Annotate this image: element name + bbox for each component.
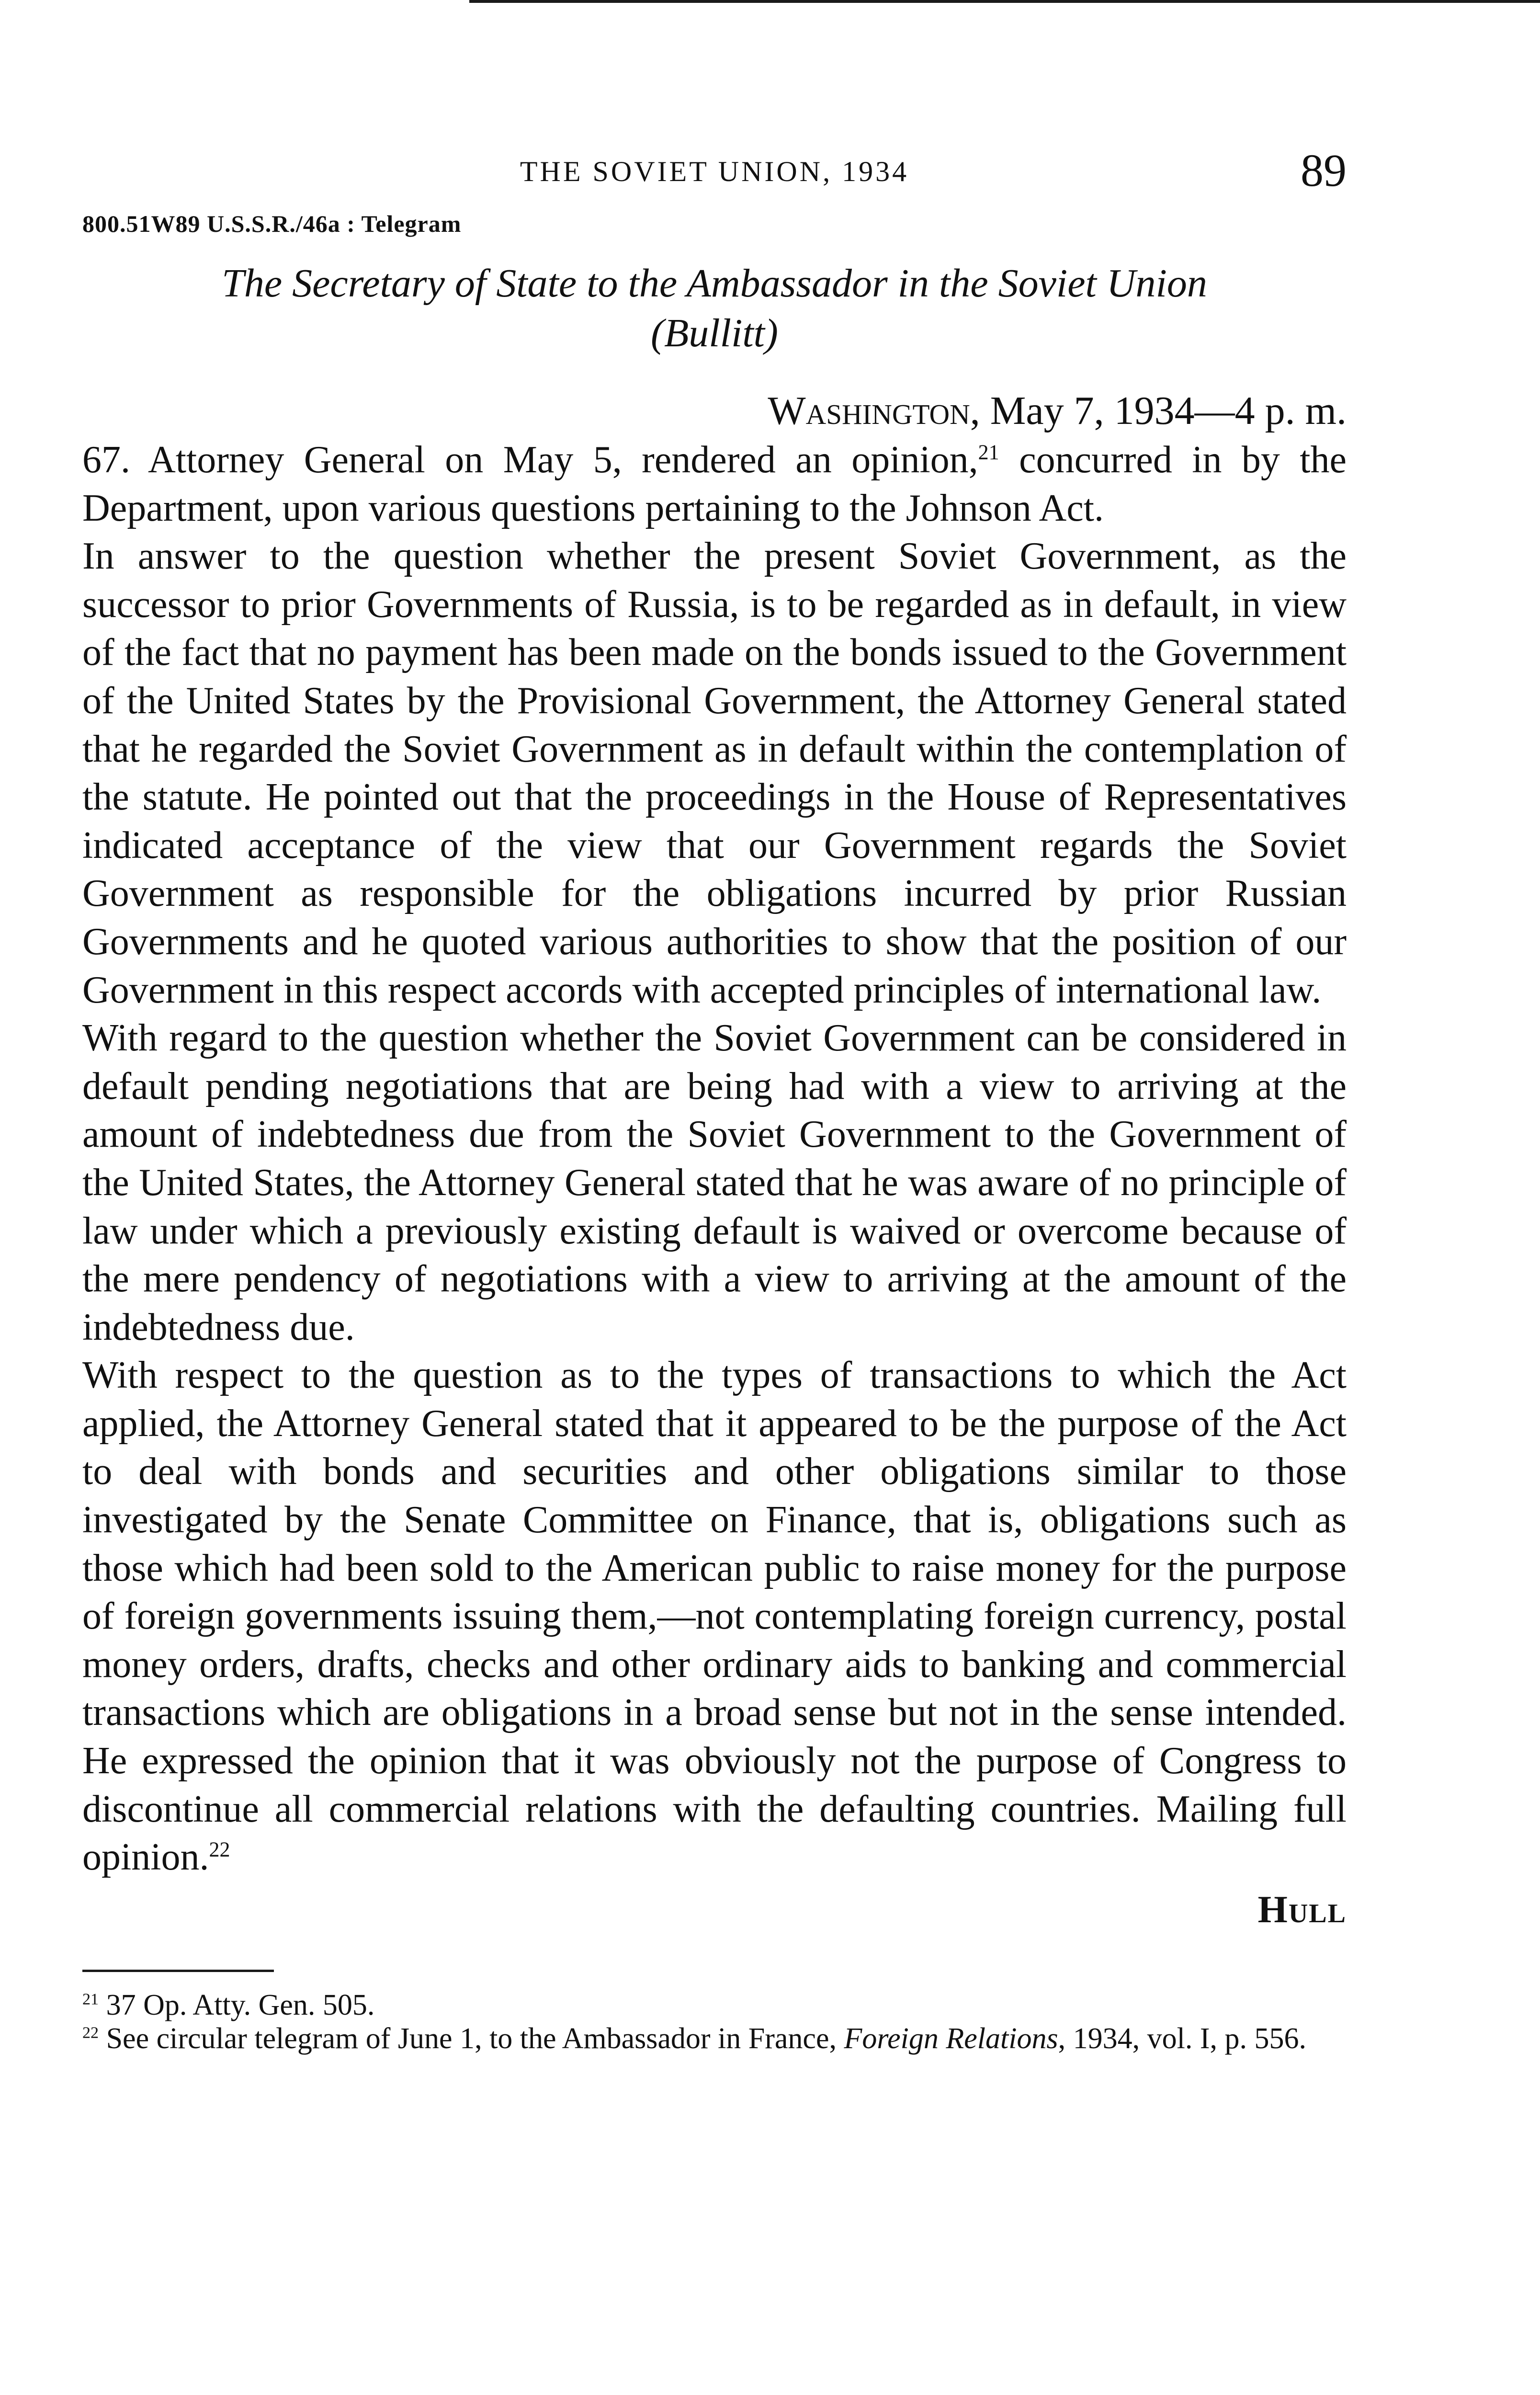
document-page (82, 144, 1347, 2055)
footnote-21-mark: 21 (82, 1990, 99, 2008)
paragraph-1-text: 67. Attorney General on May 5, rendered an opinion, (82, 439, 978, 481)
footnote-22 (82, 2022, 1347, 2055)
paragraph-1 (82, 436, 1347, 532)
running-head-title: THE SOVIET UNION, 1934 (520, 156, 909, 187)
footnote-22-italic: Foreign Relations (844, 2022, 1058, 2055)
paragraph-2: In answer to the question whether the present Soviet Government, as the successor to prior Governments of Russia, is to be regarded as in default, in view of the fact that no payment has been made on the bonds issued to the Government of the United States by the Provisional Government, the Attorney General stated that he regarded the Soviet Government as in default within the contemplation of the statute. He pointed out that the proceedings in the House of Representatives indicated acceptance of the view that our Government regards the Soviet Government as responsible for the obligations incurred by prior Russian Governments and he quoted various authorities to show that the position of our Government in this respect accords with accepted principles of international law. (82, 535, 1347, 1011)
document-title-line2: (Bullitt) (651, 311, 778, 355)
paragraph-1-rest: concurred in by the Department, upon various questions pertaining to the Johnson Act. (82, 439, 1347, 529)
paragraph-3: With regard to the question whether the Soviet Government can be considered in default pending negotiations that are being had with a view to arriving at the amount of indebtedness due from the Soviet Government to the Government of the United States, the Attorney General stated that he was aware of no principle of law under which a previously existing default is waived or overcome because of the mere pendency of negotiations with a view to arriving at the amount of the indebtedness due. (82, 1017, 1347, 1348)
signature: Hull (1257, 1888, 1347, 1931)
top-edge-rule (469, 0, 1540, 3)
document-title-line1: The Secretary of State to the Ambassador in the Soviet Union (222, 261, 1207, 306)
dateline-place: Washington (768, 388, 970, 433)
dateline-date: , May 7, 1934—4 p. m. (970, 388, 1347, 433)
footnote-21-text: 37 Op. Atty. Gen. 505. (99, 1988, 375, 2021)
running-head (82, 144, 1347, 201)
footnote-ref-21: 21 (978, 440, 999, 464)
paragraph-4-text: With respect to the question as to the types of transactions to which the Act applied, the Attorney General stated that it appeared to be the purpose of the Act to deal with bonds and securities and other obligations similar to those investigated by the Senate Committee on Finance, that is, obligations such as those which had been sold to the American public to raise money for the purpose of foreign governments issuing them,—not contemplating foreign currency, postal money orders, drafts, checks and other ordinary aids to banking and commercial transactions which are obligations in a broad sense but not in the sense intended. He expressed the opinion that it was obviously not the purpose of Congress to discontinue all commercial relations with the defaulting countries. Mailing full opinion. (82, 1354, 1347, 1879)
footnote-22-mark: 22 (82, 2024, 99, 2042)
document-title (82, 259, 1347, 358)
footnote-divider (82, 1970, 274, 1972)
page-number: 89 (1301, 145, 1347, 196)
footnote-22-text: See circular telegram of June 1, to the Ambassador in France, (99, 2022, 844, 2055)
footnote-22-rest: , 1934, vol. I, p. 556. (1058, 2022, 1306, 2055)
footnote-21 (82, 1988, 1347, 2022)
footnote-ref-22: 22 (209, 1837, 230, 1861)
dateline (82, 386, 1347, 436)
footnotes (82, 1988, 1347, 2055)
paragraph-4 (82, 1351, 1347, 1882)
file-reference: 800.51W89 U.S.S.R./46a : Telegram (82, 210, 462, 237)
